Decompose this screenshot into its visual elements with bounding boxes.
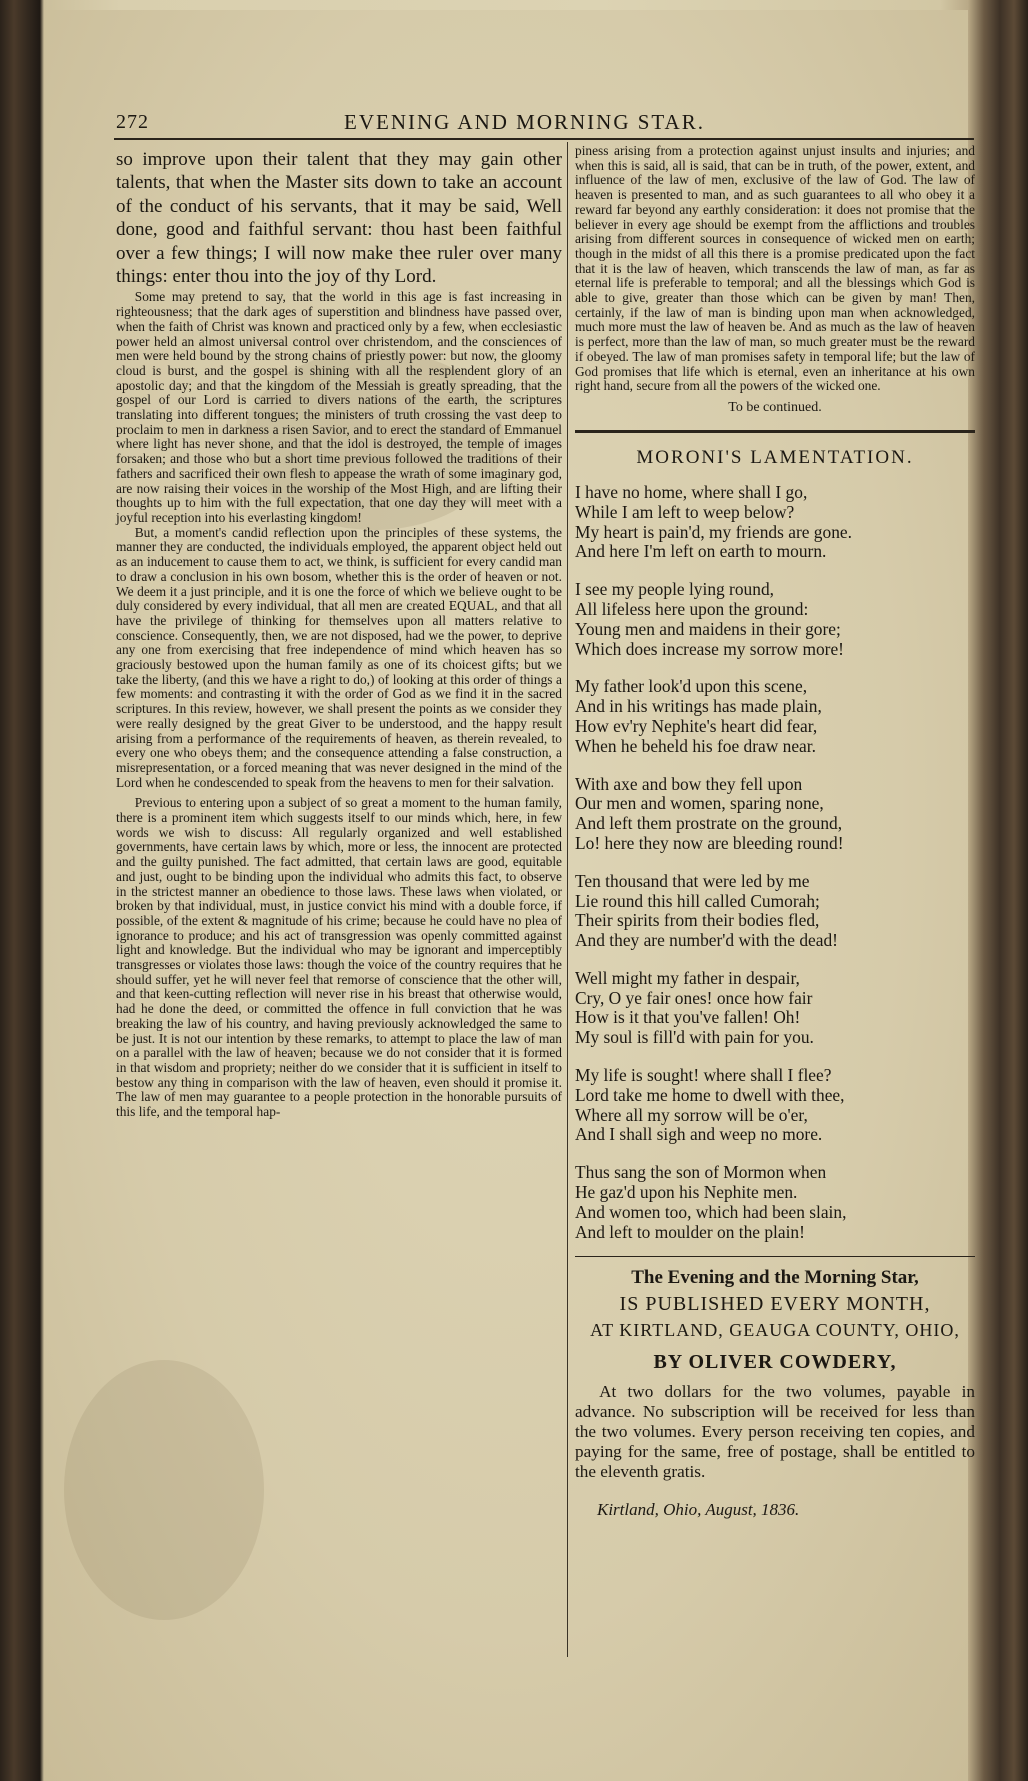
notice-location: AT KIRTLAND, GEAUGA COUNTY, OHIO,: [590, 1320, 960, 1341]
notice-publisher: BY OLIVER COWDERY,: [653, 1351, 897, 1374]
poem-line: Well might my father in despair,: [575, 967, 800, 988]
poem-line: He gaz'd upon his Nephite men.: [575, 1182, 798, 1203]
poem-line: And here I'm left on earth to mourn.: [575, 541, 827, 562]
poem-line: Their spirits from their bodies fled,: [575, 910, 820, 931]
poem-line: My father look'd upon this scene,: [575, 676, 808, 697]
poem-line: And left to moulder on the plain!: [575, 1221, 805, 1242]
poem: [575, 483, 975, 1243]
article-paragraph: so improve upon their talent that they may gain other talents, that when the Master sits down to take an account of the conduct of his servants, that it may be said, Well done, good and faithful servant: thou hast been faithful over a few things; I will now make thee ruler over many things: enter thou into the joy of thy Lord.: [116, 149, 562, 288]
poem-line: When he beheld his foe draw near.: [575, 735, 816, 756]
poem-line: Cry, O ye fair ones! once how fair: [575, 987, 813, 1008]
poem-line: My soul is fill'd with pain for you.: [575, 1027, 814, 1048]
poem-line: I see my people lying round,: [575, 579, 774, 600]
poem-stanza: [575, 872, 975, 951]
poem-line: My life is sought! where shall I flee?: [575, 1065, 832, 1086]
right-column: [575, 144, 975, 1520]
poem-line: With axe and bow they fell upon: [575, 773, 803, 794]
poem-line: How ev'ry Nephite's heart did fear,: [575, 715, 818, 736]
poem-line: Thus sang the son of Mormon when: [575, 1162, 827, 1183]
poem-line: And they are number'd with the dead!: [575, 930, 838, 951]
publication-notice: [575, 1267, 975, 1374]
poem-line: How is it that you've fallen! Oh!: [575, 1007, 801, 1028]
poem-title: MORONI'S LAMENTATION.: [636, 446, 914, 468]
section-rule: [575, 430, 975, 433]
poem-line: While I am left to weep below?: [575, 501, 795, 522]
poem-stanza: [575, 1163, 975, 1242]
continued-note: To be continued.: [728, 399, 822, 415]
poem-stanza: [575, 580, 975, 659]
page-number: 272: [116, 111, 149, 133]
header-rule: [114, 138, 974, 140]
running-head: EVENING AND MORNING STAR.: [344, 110, 705, 134]
poem-line: And women too, which had been slain,: [575, 1201, 847, 1222]
poem-line: Where all my sorrow will be o'er,: [575, 1104, 808, 1125]
notice-title: The Evening and the Morning Star,: [631, 1267, 919, 1289]
poem-line: Lie round this hill called Cumorah;: [575, 890, 820, 911]
newspaper-page: [44, 10, 975, 1781]
poem-line: All lifeless here upon the ground:: [575, 598, 809, 619]
notice-frequency: IS PUBLISHED EVERY MONTH,: [619, 1293, 931, 1316]
column-rule: [567, 142, 568, 1657]
left-column: [116, 148, 562, 1120]
article-continuation: piness arising from a protection against unjust insults and injuries; and when this is said, all is said, that can be in truth, of the power, extent, and influence of the law of men, exclusive of the law of God. The law of heaven is presented to man, and as such guarantees to all who obey it a reward far beyond any earthly consideration: it does not promise that the believer in every age should be exempt from the afflictions and troubles arising from different sources in consequence of wicked men on earth; though in the midst of all this there is a promise predicated upon the fact that it is the law of heaven, which transcends the law of man, as far as eternal life is preferable to temporal; and all the blessings which God is able to give, greater than those which can be given by man! Then, certainly, if the law of man is binding upon man when acknowledged, much more must the law of heaven be. And as much as the law of heaven is perfect, more than the law of man, so much greater must be the reward if obeyed. The law of man promises safety in temporal life; but the law of God promises that life which is eternal, even an inheritance at his own right hand, secure from all the powers of the wicked one.: [575, 143, 975, 394]
poem-stanza: [575, 1066, 975, 1145]
poem-line: Lord take me home to dwell with thee,: [575, 1084, 845, 1105]
poem-line: And in his writings has made plain,: [575, 696, 822, 717]
paper-stain: [64, 1360, 264, 1620]
poem-line: I have no home, where shall I go,: [575, 481, 808, 502]
poem-line: Lo! here they now are bleeding round!: [575, 832, 844, 853]
article-paragraph: Previous to entering upon a subject of so great a moment to the human family, there is a prominent item which suggests itself to our minds which, here, in few words we wish to discuss: All regularly organized and well established governments, have certain laws by which, more or less, the innocent are protected and the guilty punished. The fact admitted, that certain laws are good, equitable and just, ought to be binding upon the individual who admits this fact, to observe in the strictest manner an obedience to those laws. These laws when violated, or broken by that individual, must, in justice convict his mind with a double force, if possible, of the extent & magnitude of his crime; because he could have no plea of ignorance to produce; and his act of transgression was openly committed against light and knowledge. But the individual who may be ignorant and imperceptibly transgresses or violates those laws: though the voice of the country requires that he should suffer, yet he will never feel that remorse of conscience that the other will, and that keen-cutting reflection will never rise in his breast that otherwise would, had he done the deed, or committed the offence in full conviction that he was breaking the law of his country, and having previously acknowledged the same to be just. It is not our intention by these remarks, to attempt to place the law of man on a parallel with the law of heaven; because we do not consider that it is formed in that wisdom and propriety; neither do we consider that it is sufficient in itself to bestow any thing in comparison with the law of heaven, even should it promise it. The law of men may guarantee to a people protection in the honorable pursuits of this life, and the temporal hap-: [116, 795, 562, 1120]
poem-stanza: [575, 775, 975, 854]
poem-stanza: [575, 677, 975, 756]
poem-line: Which does increase my sorrow more!: [575, 638, 844, 659]
article-paragraph: But, a moment's candid reflection upon the principles of these systems, the manner they are conducted, the individuals employed, the apparent object held out as an inducement to cause them to act, we think, is sufficient for every candid man to draw a conclusion in his own bosom, whether this is the order of heaven or not. We deem it a just principle, and it is one the force of which we believe ought to be duly considered by every individual, that all men are created EQUAL, and that all have the privilege of thinking for themselves upon all matters relative to conscience. Consequently, then, we are not disposed, had we the power, to deprive any one from exercising that free independence of mind which heaven has so graciously bestowed upon the human family as one of its choicest gifts; but we take the liberty, (and this we have a right to do,) of looking at this order of things a few moments: and contrasting it with the order of God as we find it in the sacred scriptures. In this review, however, we shall present the points as we consider they were really designed by the great Giver to be understood, and the happy result arising from a performance of the requirements of heaven, as therein revealed, to every one who obeys them; and the consequence attending a false construction, a misrepresentation, or a forced meaning that was never designed in the mind of the Lord when he condescended to speak from the heavens to men for their salvation.: [116, 524, 562, 790]
notice-rule: [575, 1256, 975, 1257]
poem-line: My heart is pain'd, my friends are gone.: [575, 521, 852, 542]
poem-line: And I shall sigh and weep no more.: [575, 1124, 823, 1145]
article-paragraph: Some may pretend to say, that the world in this age is fast increasing in righteousness; that the dark ages of superstition and blindness have passed over, when the faith of Christ was known and practiced only by a few, when ecclesiastic power held an almost universal control over christendom, and the consciences of men were held bound by the strong chains of priestly power: but now, the gloomy cloud is burst, and the gospel is shining with all the resplendent glory of an apostolic day; and that the kingdom of the Messiah is greatly spreading, that the gospel of our Lord is carried to divers nations of the earth, the scriptures translating into different tongues; the ministers of truth crossing the vast deep to proclaim to men in darkness a risen Savior, and to erect the standard of Emmanuel where light has never shone, and that the idol is destroyed, the temple of images forsaken; and those who but a short time previous followed the traditions of their fathers and sacrificed their own flesh to appease the wrath of some imaginary god, are now raising their voices in the worship of the Most High, and are lifting their thoughts up to him with the full expectation, that one day they will meet with a joyful reception into his everlasting kingdom!: [116, 289, 562, 525]
poem-line: And left them prostrate on the ground,: [575, 813, 843, 834]
poem-line: Our men and women, sparing none,: [575, 793, 824, 814]
dateline: Kirtland, Ohio, August, 1836.: [597, 1499, 800, 1519]
subscription-terms: At two dollars for the two volumes, payable in advance. No subscription will be received for less than the two volumes. Every person receiving ten copies, and paying for the same, free of postage, shall be entitled to the eleventh gratis.: [575, 1382, 975, 1482]
poem-line: Young men and maidens in their gore;: [575, 618, 841, 639]
poem-line: Ten thousand that were led by me: [575, 870, 810, 891]
poem-stanza: [575, 483, 975, 562]
poem-stanza: [575, 969, 975, 1048]
